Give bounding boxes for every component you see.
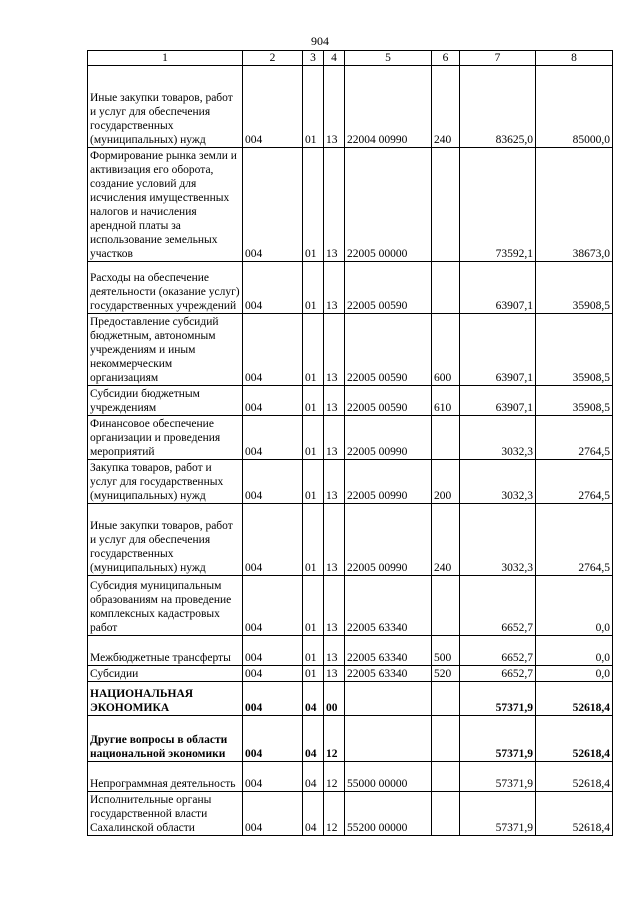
section-cell: 04 [303,716,324,762]
column-header: 4 [324,51,345,66]
expense-type-cell [432,148,460,262]
amount-cell: 3032,3 [460,416,536,460]
table-row [88,148,613,262]
subsection-cell: 12 [324,792,345,836]
code-cell: 004 [243,416,303,460]
section-cell: 01 [303,386,324,416]
amount-cell: 35908,5 [536,386,613,416]
amount-cell: 0,0 [536,636,613,666]
row-name-cell: Иные закупки товаров, работ и услуг для обеспечения государственных (муниципальных) нужд [88,504,243,576]
subsection-cell: 13 [324,314,345,386]
amount-cell: 63907,1 [460,314,536,386]
column-header: 5 [345,51,432,66]
code-cell: 004 [243,792,303,836]
section-cell: 01 [303,416,324,460]
section-cell: 01 [303,66,324,148]
section-cell: 01 [303,666,324,682]
expense-type-cell: 240 [432,504,460,576]
section-cell: 04 [303,682,324,716]
amount-cell: 2764,5 [536,504,613,576]
code-cell: 004 [243,682,303,716]
row-name-cell: Расходы на обеспечение деятельности (оказание услуг) государственных учреждений [88,262,243,314]
table-row [88,262,613,314]
amount-cell: 83625,0 [460,66,536,148]
target-article-cell: 22005 00990 [345,504,432,576]
amount-cell: 73592,1 [460,148,536,262]
amount-cell: 3032,3 [460,460,536,504]
row-name-cell: Субсидия муниципальным образованиям на проведение комплексных кадастровых работ [88,576,243,636]
row-name-cell: Субсидии бюджетным учреждениям [88,386,243,416]
expense-type-cell: 240 [432,66,460,148]
amount-cell: 6652,7 [460,666,536,682]
subsection-cell: 13 [324,636,345,666]
code-cell: 004 [243,666,303,682]
expense-type-cell [432,416,460,460]
row-name-cell: Закупка товаров, работ и услуг для государственных (муниципальных) нужд [88,460,243,504]
expense-type-cell: 610 [432,386,460,416]
subsection-cell: 13 [324,386,345,416]
expense-type-cell: 200 [432,460,460,504]
target-article-cell [345,682,432,716]
table-row [88,762,613,792]
table-header-row [88,51,613,66]
column-header: 8 [536,51,613,66]
row-name-cell: Другие вопросы в области национальной экономики [88,716,243,762]
table-row [88,576,613,636]
section-cell: 01 [303,636,324,666]
code-cell: 004 [243,386,303,416]
code-cell: 004 [243,148,303,262]
row-name-cell: Непрограммная деятельность [88,762,243,792]
target-article-cell: 22005 00000 [345,148,432,262]
section-cell: 01 [303,314,324,386]
subsection-cell: 13 [324,148,345,262]
code-cell: 004 [243,262,303,314]
table-row [88,792,613,836]
target-article-cell [345,716,432,762]
amount-cell: 3032,3 [460,504,536,576]
table-row [88,386,613,416]
row-name-cell: Иные закупки товаров, работ и услуг для обеспечения государственных (муниципальных) нужд [88,66,243,148]
section-cell: 01 [303,148,324,262]
table-row [88,716,613,762]
amount-cell: 52618,4 [536,682,613,716]
row-name-cell: Субсидии [88,666,243,682]
subsection-cell: 13 [324,666,345,682]
budget-table [87,50,613,836]
subsection-cell: 13 [324,460,345,504]
subsection-cell: 12 [324,716,345,762]
amount-cell: 63907,1 [460,386,536,416]
column-header: 1 [88,51,243,66]
code-cell: 004 [243,314,303,386]
amount-cell: 57371,9 [460,682,536,716]
amount-cell: 35908,5 [536,262,613,314]
table-row [88,682,613,716]
target-article-cell: 55000 00000 [345,762,432,792]
subsection-cell: 13 [324,262,345,314]
code-cell: 004 [243,576,303,636]
table-row [88,416,613,460]
target-article-cell: 22005 63340 [345,666,432,682]
amount-cell: 2764,5 [536,460,613,504]
expense-type-cell: 520 [432,666,460,682]
expense-type-cell [432,682,460,716]
column-header: 6 [432,51,460,66]
subsection-cell: 12 [324,762,345,792]
section-cell: 04 [303,762,324,792]
expense-type-cell [432,792,460,836]
amount-cell: 63907,1 [460,262,536,314]
expense-type-cell: 600 [432,314,460,386]
target-article-cell: 22005 00990 [345,460,432,504]
row-name-cell: Формирование рынка земли и активизация его оборота, создание условий для исчисления имущественных налогов и начисления арендной платы за использование земельных участков [88,148,243,262]
amount-cell: 6652,7 [460,576,536,636]
table-row [88,314,613,386]
subsection-cell: 13 [324,66,345,148]
target-article-cell: 55200 00000 [345,792,432,836]
table-row [88,460,613,504]
row-name-cell: НАЦИОНАЛЬНАЯ ЭКОНОМИКА [88,682,243,716]
amount-cell: 57371,9 [460,762,536,792]
target-article-cell: 22004 00990 [345,66,432,148]
code-cell: 004 [243,460,303,504]
row-name-cell: Финансовое обеспечение организации и проведения мероприятий [88,416,243,460]
subsection-cell: 13 [324,576,345,636]
expense-type-cell [432,762,460,792]
target-article-cell: 22005 00990 [345,416,432,460]
page-number: 904 [311,34,329,48]
section-cell: 01 [303,262,324,314]
amount-cell: 38673,0 [536,148,613,262]
target-article-cell: 22005 63340 [345,576,432,636]
column-header: 2 [243,51,303,66]
target-article-cell: 22005 00590 [345,262,432,314]
target-article-cell: 22005 00590 [345,314,432,386]
subsection-cell: 00 [324,682,345,716]
table-row [88,666,613,682]
code-cell: 004 [243,504,303,576]
amount-cell: 57371,9 [460,716,536,762]
target-article-cell: 22005 00590 [345,386,432,416]
amount-cell: 0,0 [536,666,613,682]
column-header: 7 [460,51,536,66]
code-cell: 004 [243,762,303,792]
section-cell: 01 [303,504,324,576]
amount-cell: 52618,4 [536,716,613,762]
expense-type-cell [432,262,460,314]
expense-type-cell [432,576,460,636]
amount-cell: 0,0 [536,576,613,636]
amount-cell: 52618,4 [536,762,613,792]
expense-type-cell [432,716,460,762]
code-cell: 004 [243,636,303,666]
amount-cell: 6652,7 [460,636,536,666]
section-cell: 01 [303,576,324,636]
amount-cell: 35908,5 [536,314,613,386]
row-name-cell: Исполнительные органы государственной власти Сахалинской области [88,792,243,836]
section-cell: 04 [303,792,324,836]
amount-cell: 85000,0 [536,66,613,148]
amount-cell: 52618,4 [536,792,613,836]
amount-cell: 57371,9 [460,792,536,836]
table-row [88,636,613,666]
expense-type-cell: 500 [432,636,460,666]
code-cell: 004 [243,66,303,148]
row-name-cell: Межбюджетные трансферты [88,636,243,666]
amount-cell: 2764,5 [536,416,613,460]
table-row [88,504,613,576]
subsection-cell: 13 [324,416,345,460]
table-row [88,66,613,148]
row-name-cell: Предоставление субсидий бюджетным, автономным учреждениям и иным некоммерческим организациям [88,314,243,386]
target-article-cell: 22005 63340 [345,636,432,666]
code-cell: 004 [243,716,303,762]
column-header: 3 [303,51,324,66]
section-cell: 01 [303,460,324,504]
subsection-cell: 13 [324,504,345,576]
